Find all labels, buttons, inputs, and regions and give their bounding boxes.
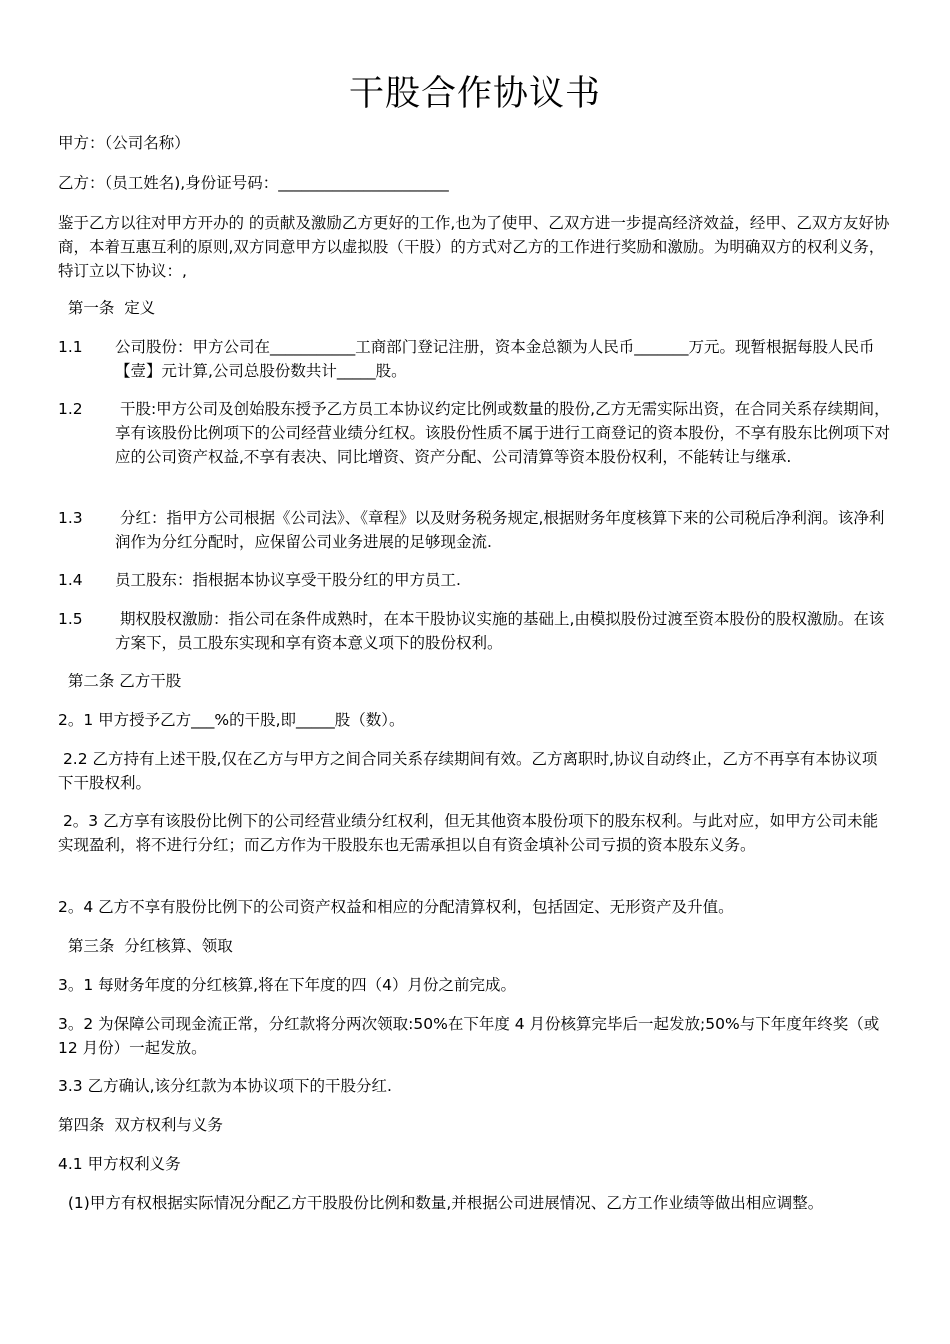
clause-1-3 xyxy=(58,506,892,554)
clause-2-1: 2。1 甲方授予乙方___%的干股,即_____股（数）。 xyxy=(58,711,405,729)
clause-text: 干股:甲方公司及创始股东授予乙方员工本协议约定比例或数量的股份,乙方无需实际出资，在合同关系存续期间，享有该股份比例项下的公司经营业绩分红权。该股份性质不属于进行工商登记的资本股份，不享有股东比例项下对应的公司资产权益,不享有表决、同比增资、资产分配、公司清算等资本股份权利，不能转让与继承. xyxy=(115,400,891,466)
clause-1-5 xyxy=(58,607,892,655)
party-a-line: 甲方：（公司名称） xyxy=(58,134,190,152)
clause-number: 1.4 xyxy=(58,571,83,589)
clause-text: 公司股份：甲方公司在___________工商部门登记注册，资本金总额为人民币_______万元。现暂根据每股人民币【壹】元计算,公司总股份数共计_____股。 xyxy=(115,338,875,380)
clause-number: 1.5 xyxy=(58,610,83,628)
clause-3-3: 3.3 乙方确认,该分红款为本协议项下的干股分红. xyxy=(58,1077,392,1095)
clause-4-1: 4.1 甲方权利义务 xyxy=(58,1155,181,1173)
document-title: 干股合作协议书 xyxy=(348,74,601,114)
clause-1-2 xyxy=(58,397,892,469)
clause-3-1: 3。1 每财务年度的分红核算,将在下年度的四（4）月份之前完成。 xyxy=(58,976,516,994)
clause-number: 1.2 xyxy=(58,400,83,418)
clause-2-4: 2。4 乙方不享有股份比例下的公司资产权益和相应的分配清算权利，包括固定、无形资产及升值。 xyxy=(58,898,734,916)
article-2-heading: 第二条 乙方干股 xyxy=(58,672,182,690)
party-b-line: 乙方：（员工姓名),身份证号码：______________________ xyxy=(58,174,449,192)
preamble-paragraph: 鉴于乙方以往对甲方开办的 的贡献及激励乙方更好的工作,也为了使甲、乙双方进一步提高经济效益，经甲、乙双方友好协商，本着互惠互利的原则,双方同意甲方以虚拟股（干股）的方式对乙方的工作进行奖励和激励。为明确双方的权利义务，特订立以下协议：, xyxy=(58,214,890,280)
clause-text: 期权股权激励：指公司在条件成熟时，在本干股协议实施的基础上,由模拟股份过渡至资本股份的股权激励。在该方案下，员工股东实现和享有资本意义项下的股份权利。 xyxy=(115,610,885,652)
clause-number: 1.1 xyxy=(58,338,83,356)
clause-1-4 xyxy=(58,568,892,592)
clause-text: 分红：指甲方公司根据《公司法》、《章程》以及财务税务规定,根据财务年度核算下来的公司税后净利润。该净利润作为分红分配时，应保留公司业务进展的足够现金流. xyxy=(115,509,885,551)
article-4-heading: 第四条 双方权利与义务 xyxy=(58,1116,223,1134)
article-3-heading: 第三条 分红核算、领取 xyxy=(58,937,233,955)
article-1-heading: 第一条 定义 xyxy=(58,299,156,317)
clause-2-2: 2.2 乙方持有上述干股,仅在乙方与甲方之间合同关系存续期间有效。乙方离职时,协议自动终止，乙方不再享有本协议项下干股权利。 xyxy=(58,750,878,792)
clause-3-2: 3。2 为保障公司现金流正常，分红款将分两次领取:50%在下年度 4 月份核算完毕后一起发放;50%与下年度年终奖（或 12 月份）一起发放。 xyxy=(58,1015,885,1057)
clause-number: 1.3 xyxy=(58,509,83,527)
clause-text: 员工股东：指根据本协议享受干股分红的甲方员工. xyxy=(115,571,461,589)
clause-2-3: 2。3 乙方享有该股份比例下的公司经营业绩分红权利，但无其他资本股份项下的股东权利。与此对应，如甲方公司未能实现盈利，将不进行分红；而乙方作为干股股东也无需承担以自有资金填补公司亏损的资本股东义务。 xyxy=(58,812,879,854)
clause-1-1 xyxy=(58,335,892,383)
clause-4-1-1: (1)甲方有权根据实际情况分配乙方干股股份比例和数量,并根据公司进展情况、乙方工作业绩等做出相应调整。 xyxy=(58,1194,824,1212)
